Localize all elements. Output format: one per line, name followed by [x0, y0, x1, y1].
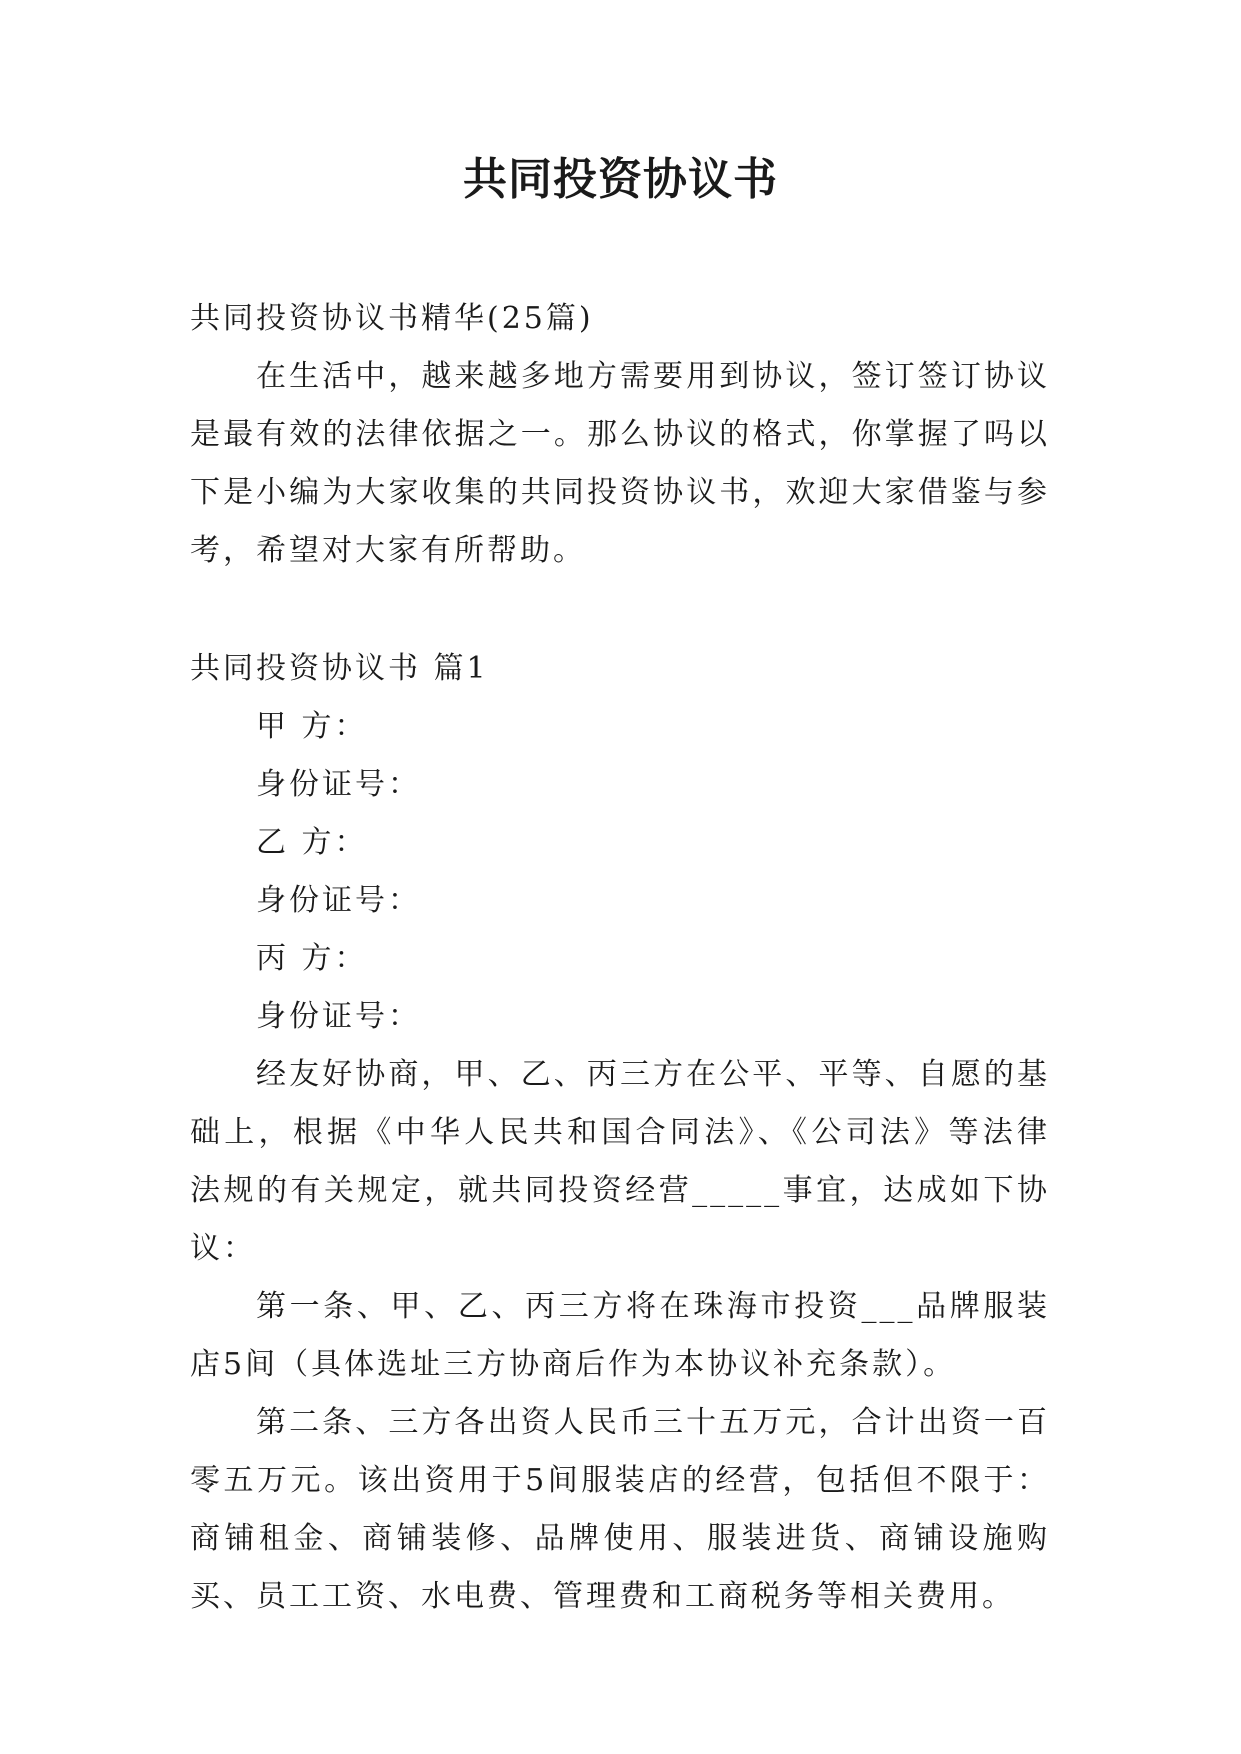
document-subtitle: 共同投资协议书精华(25篇): [190, 301, 594, 336]
party-b-line: 乙 方：: [256, 825, 368, 860]
article-2-paragraph: 第二条、三方各出资人民币三十五万元，合计出资一百零五万元。该出资用于5间服装店的经营，包括但不限于：商铺租金、商铺装修、品牌使用、服装进货、商铺设施购买、员工工资、水电费、管理费和工商税务等相关费用。: [190, 1405, 1050, 1614]
party-c-line: 丙 方：: [256, 941, 368, 976]
party-a-id-line: 身份证号：: [256, 767, 421, 802]
intro-paragraph: 在生活中，越来越多地方需要用到协议，签订签订协议是最有效的法律依据之一。那么协议的格式，你掌握了吗以下是小编为大家收集的共同投资协议书，欢迎大家借鉴与参考，希望对大家有所帮助。: [190, 359, 1050, 568]
document-title: 共同投资协议书: [463, 154, 778, 205]
article-1-paragraph: 第一条、甲、乙、丙三方将在珠海市投资___品牌服装店5间（具体选址三方协商后作为本协议补充条款）。: [190, 1289, 1050, 1382]
party-a-line: 甲 方：: [256, 709, 368, 744]
party-c-id-line: 身份证号：: [256, 999, 421, 1034]
document-body: [190, 290, 1050, 1626]
party-b-id-line: 身份证号：: [256, 883, 421, 918]
preamble-paragraph: 经友好协商，甲、乙、丙三方在公平、平等、自愿的基础上，根据《中华人民共和国合同法》、《公司法》等法律法规的有关规定，就共同投资经营_____事宜，达成如下协议：: [190, 1057, 1050, 1266]
section-spacer: [190, 580, 1050, 640]
section-heading: 共同投资协议书 篇1: [190, 651, 489, 686]
